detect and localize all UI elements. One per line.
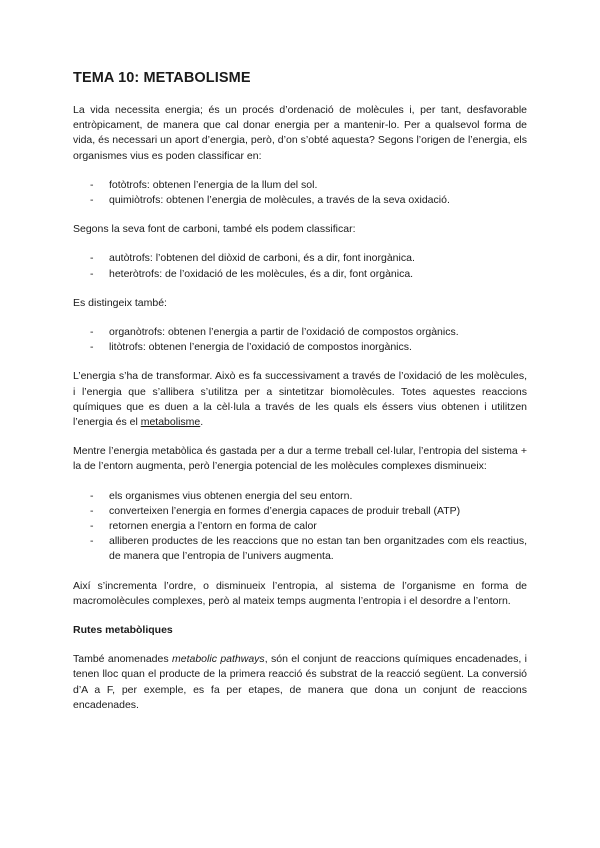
list-item — [73, 193, 527, 208]
dash-bullet: - — [90, 520, 94, 533]
list-item-text: heteròtrofs: de l’oxidació de les molècules, és a dir, font orgànica. — [109, 267, 414, 280]
list-item — [73, 325, 527, 340]
list-item — [73, 340, 527, 355]
paragraph-text: , són el conjunt de reaccions químiques encadenades, i tenen lloc quan el producte de la primera reacció és substrat de la reacció següent. La conversió d’A a F, per exemple, es fa per etapes, de manera que dona un conjunt de reaccions encadenades. — [73, 653, 527, 711]
paragraph-text: També anomenades — [73, 653, 172, 666]
distinguish-paragraph: Es distingeix també: — [73, 296, 167, 309]
dash-bullet: - — [90, 535, 94, 548]
list-item-text: retornen energia a l’entorn en forma de calor — [109, 520, 317, 533]
list-item-text: organòtrofs: obtenen l’energia a partir de l’oxidació de compostos orgànics. — [109, 326, 459, 339]
list-item-text: alliberen productes de les reaccions que no estan tan ben organitzades com els reactius, de manera que l’entropia de l’univers augmenta. — [109, 535, 527, 563]
paragraph-text: L’energia s’ha de transformar. Això es fa successivament a través de l’oxidació de les molècules, i l’energia que s’allibera s’utilitza per a sintetitzar biomolècules. Totes aquestes reaccions químiques que es duen a la cèl·lula a través de les quals els éssers vius obtenen i utilitzen l’energia és el — [73, 370, 527, 429]
dash-bullet: - — [90, 267, 94, 280]
paragraph-end: . — [200, 416, 204, 429]
list-item-text: els organismes vius obtenen energia del seu entorn. — [109, 489, 353, 502]
dash-bullet: - — [90, 341, 94, 354]
metabolism-term: metabolisme — [140, 416, 201, 429]
list-item — [73, 178, 527, 193]
page-title: TEMA 10: METABOLISME — [73, 70, 251, 86]
entropy-paragraph: Mentre l’energia metabòlica és gastada per a dur a terme treball cel·lular, l’entropia del sistema + la de l’entorn augmenta, però l’energia potencial de les molècules complexes disminueix: — [73, 445, 527, 473]
dash-bullet: - — [90, 326, 94, 339]
list-item — [73, 251, 527, 266]
dash-bullet: - — [90, 194, 94, 207]
order-paragraph: Així s’incrementa l’ordre, o disminueix l’entropia, al sistema de l’organisme en forma de macromolècules complexes, però al mateix temps augmenta l’entropia i el desordre a l’entorn. — [73, 579, 527, 607]
list-item — [73, 534, 527, 564]
dash-bullet: - — [90, 489, 94, 502]
list-item-text: converteixen l’energia en formes d’energia capaces de produir treball (ATP) — [109, 504, 461, 517]
list-item-text: autòtrofs: l’obtenen del diòxid de carboni, és a dir, font inorgànica. — [109, 252, 415, 265]
list-item — [73, 489, 527, 504]
section-heading: Rutes metabòliques — [73, 624, 173, 637]
list-item-text: quimiòtrofs: obtenen l’energia de molècules, a través de la seva oxidació. — [109, 194, 450, 207]
pathways-paragraph — [73, 652, 527, 713]
energy-source-list — [73, 178, 527, 208]
electron-source-list — [73, 325, 527, 355]
intro-paragraph: La vida necessita energia; és un procés d’ordenació de molècules i, per tant, desfavorable entròpicament, de manera que cal donar energia per a mantenir-lo. Per a qualsevol forma de vida, és necessari un aport d’energia, però, d’on s’obté aquesta? Segons l’origen de l’energia, els organismes vius es poden classificar en: — [73, 104, 527, 162]
list-item — [73, 267, 527, 282]
list-item — [73, 519, 527, 534]
organism-energy-list — [73, 489, 527, 565]
dash-bullet: - — [90, 178, 94, 191]
list-item — [73, 504, 527, 519]
list-item-text: fotòtrofs: obtenen l’energia de la llum del sol. — [109, 178, 318, 191]
list-item-text: litòtrofs: obtenen l’energia de l’oxidació de compostos inorgànics. — [109, 341, 412, 354]
carbon-source-list — [73, 251, 527, 281]
metabolism-definition-paragraph — [73, 369, 527, 430]
dash-bullet: - — [90, 504, 94, 517]
pathways-term: metabolic pathways — [172, 653, 265, 666]
carbon-source-paragraph: Segons la seva font de carboni, també els podem classificar: — [73, 223, 356, 236]
dash-bullet: - — [90, 252, 94, 265]
